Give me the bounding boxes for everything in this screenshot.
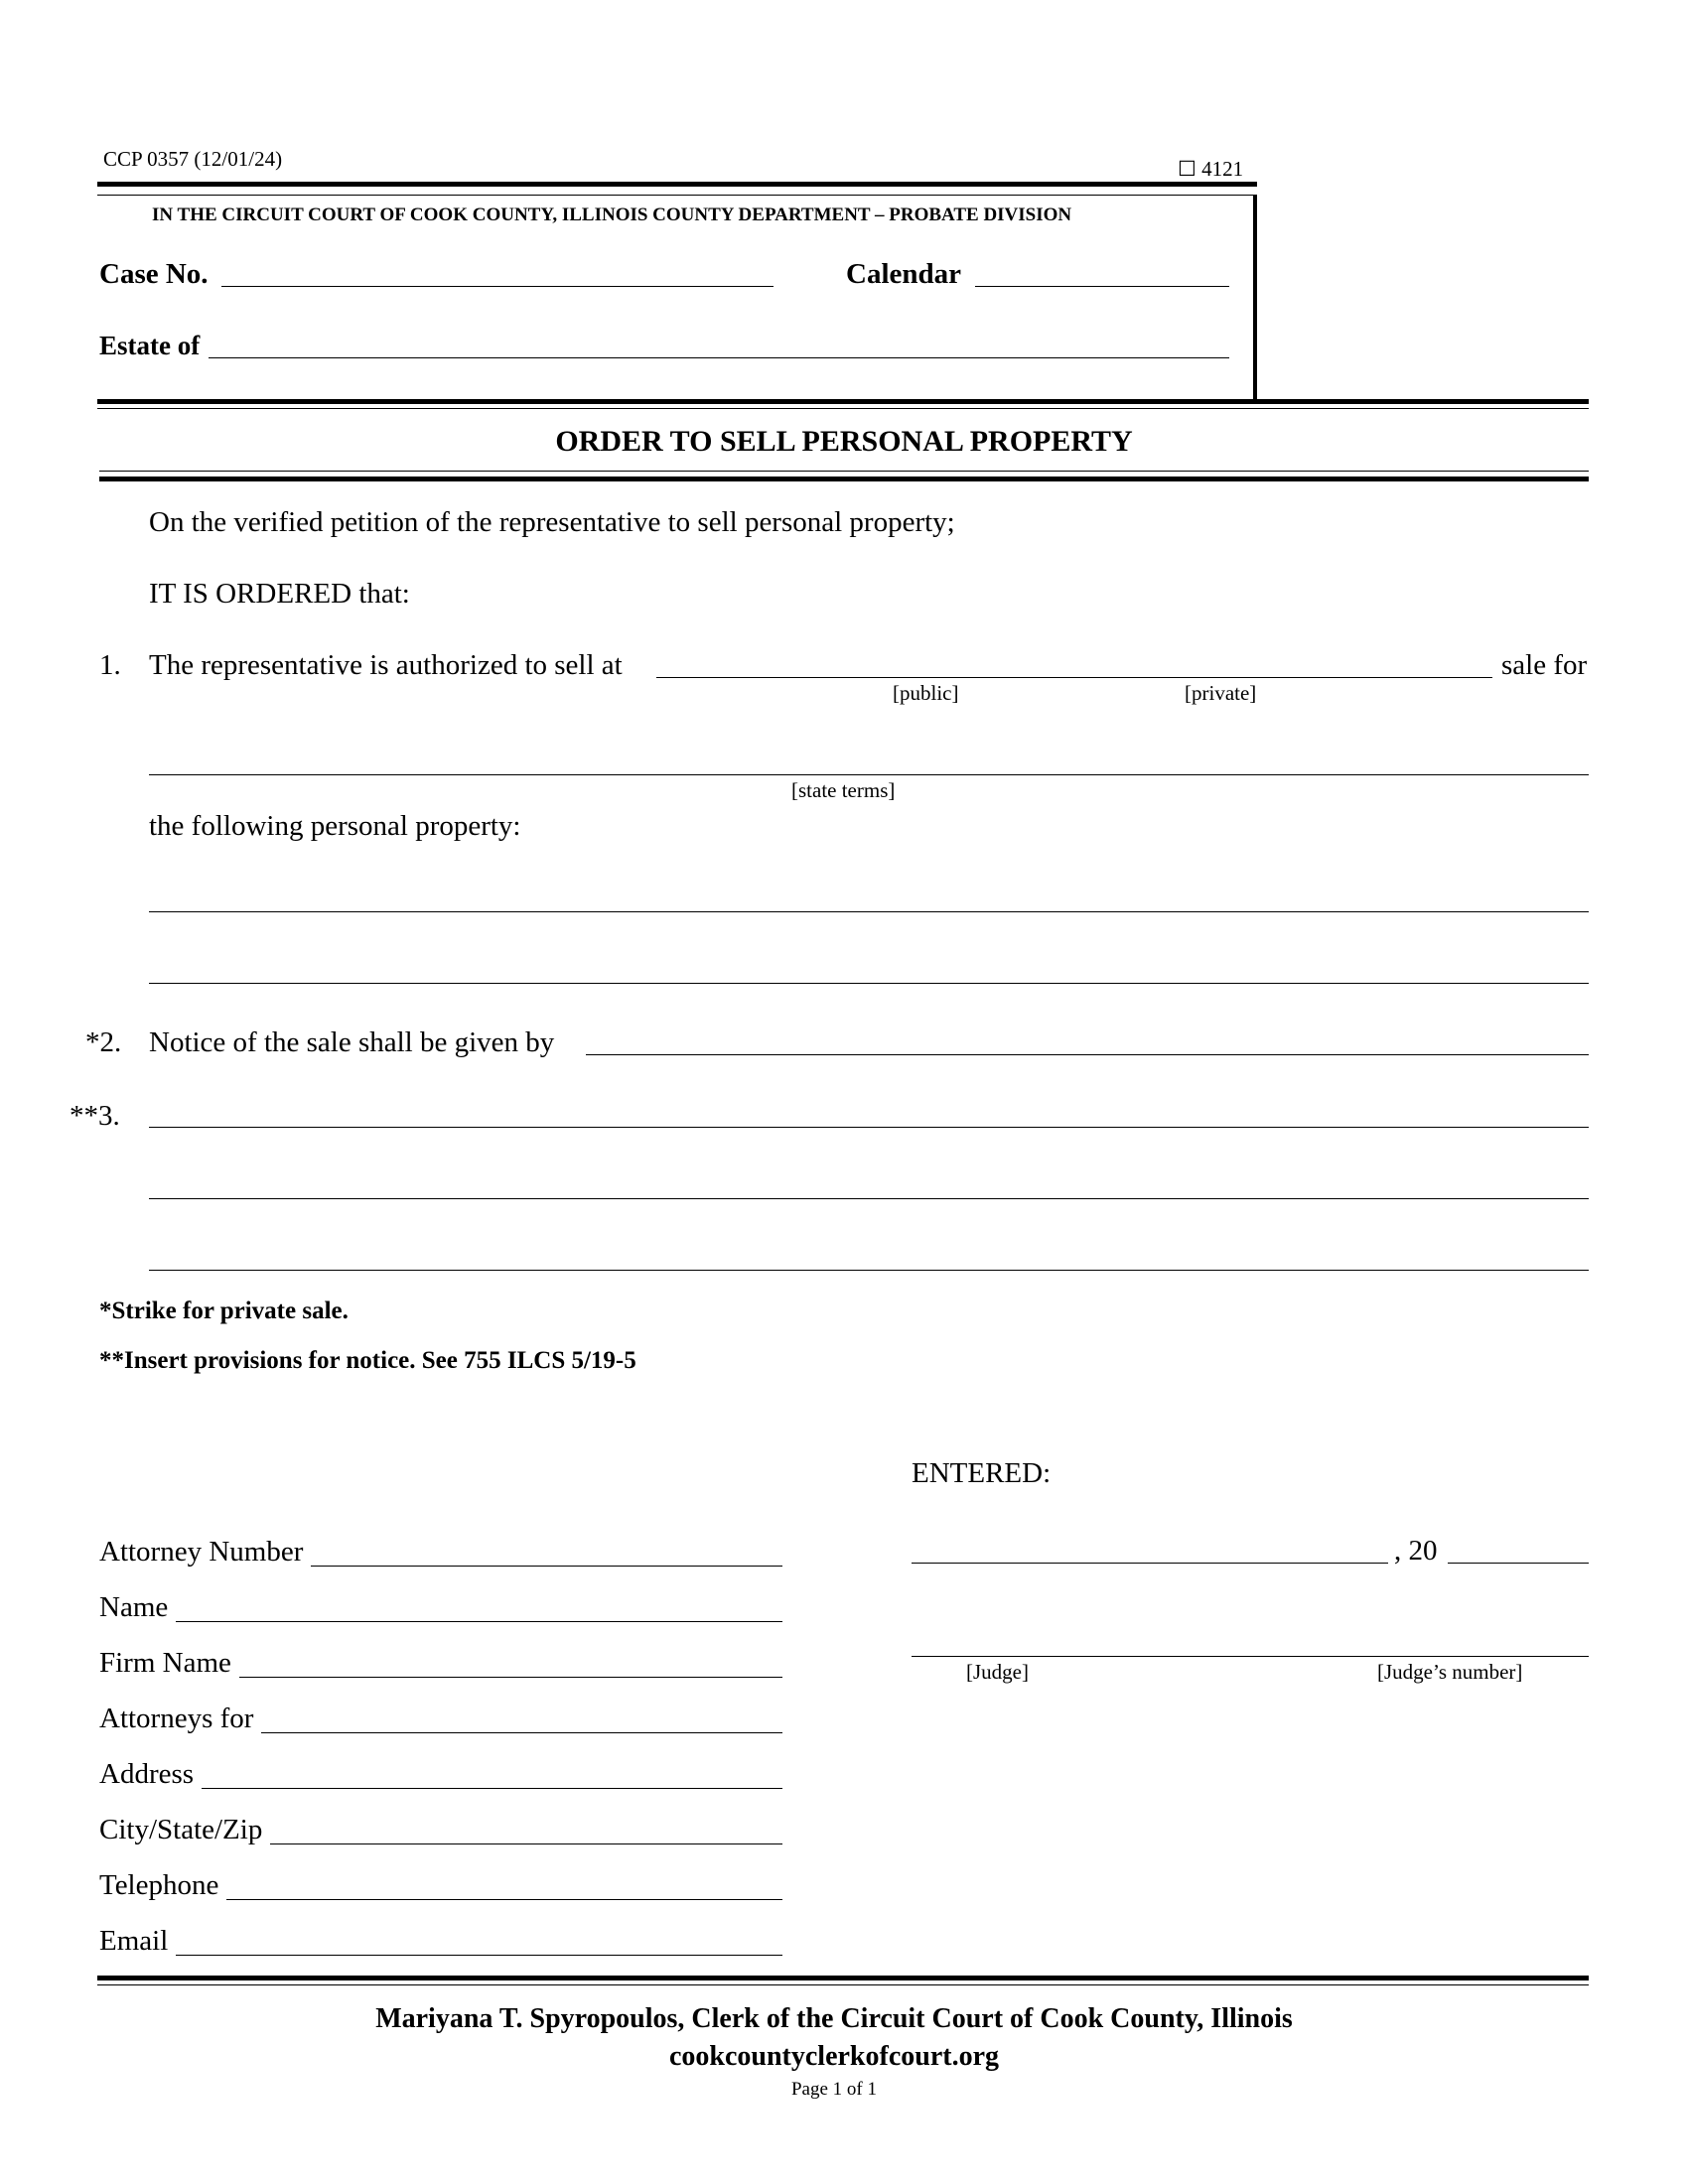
header-inner-rule <box>97 195 1253 196</box>
telephone-label: Telephone <box>99 1869 219 1901</box>
form-number-box <box>1178 159 1243 180</box>
case-no-label: Case No. <box>99 258 209 290</box>
title-top-rule-thin <box>97 408 1589 409</box>
title-bottom-rule <box>99 477 1589 481</box>
page-title: ORDER TO SELL PERSONAL PROPERTY <box>555 425 1133 458</box>
note-strike: *Strike for private sale. <box>99 1297 349 1324</box>
sale-type-field[interactable] <box>656 677 1492 678</box>
entered-label: ENTERED: <box>912 1457 1052 1489</box>
hint-public: [public] <box>893 681 959 705</box>
firm-name-row <box>99 1646 782 1678</box>
footer-top-rule-thin <box>97 1984 1589 1985</box>
name-row <box>99 1590 782 1622</box>
provision-line-2[interactable] <box>149 1198 1589 1199</box>
item-3-number: **3. <box>70 1100 120 1132</box>
calendar-label: Calendar <box>846 258 961 290</box>
city-state-zip-row <box>99 1813 782 1844</box>
year-prefix: , 20 <box>1394 1535 1438 1567</box>
title-bottom-rule-thin <box>99 471 1589 472</box>
address-label: Address <box>99 1758 195 1790</box>
court-title: IN THE CIRCUIT COURT OF COOK COUNTY, ILLINOIS COUNTY DEPARTMENT – PROBATE DIVISION <box>152 205 1072 225</box>
judge-signature-field[interactable] <box>912 1656 1589 1657</box>
estate-field[interactable] <box>209 357 1229 358</box>
property-line-2[interactable] <box>149 983 1589 984</box>
estate-label: Estate of <box>99 331 201 360</box>
item-2-number: *2. <box>85 1026 122 1058</box>
case-no-field[interactable] <box>221 286 774 287</box>
notice-method-field[interactable] <box>586 1054 1589 1055</box>
attorney-number-label: Attorney Number <box>99 1536 304 1568</box>
attorney-number-row <box>99 1535 782 1567</box>
title-top-rule <box>97 399 1589 404</box>
form-code: CCP 0357 (12/01/24) <box>103 147 283 171</box>
address-row <box>99 1757 782 1789</box>
header-box-right-edge <box>1253 195 1257 401</box>
hint-judge-number: [Judge’s number] <box>1377 1660 1523 1684</box>
ordered-text: IT IS ORDERED that: <box>149 578 410 610</box>
property-line-1[interactable] <box>149 911 1589 912</box>
firm-name-field[interactable] <box>239 1649 782 1678</box>
header-top-rule <box>97 182 1257 187</box>
attorney-number-field[interactable] <box>311 1538 782 1567</box>
telephone-field[interactable] <box>226 1871 782 1900</box>
sale-terms-field[interactable] <box>149 774 1589 775</box>
hint-private: [private] <box>1185 681 1257 705</box>
attorneys-for-field[interactable] <box>261 1705 782 1733</box>
hint-state-terms: [state terms] <box>791 778 896 802</box>
item-1-text: The representative is authorized to sell at <box>149 649 623 681</box>
address-field[interactable] <box>202 1760 782 1789</box>
provision-line-1[interactable] <box>149 1127 1589 1128</box>
item-1-number: 1. <box>99 649 121 681</box>
item-1-suffix: sale for <box>1501 649 1588 681</box>
calendar-field[interactable] <box>975 286 1229 287</box>
item-2-text: Notice of the sale shall be given by <box>149 1026 555 1058</box>
footer-top-rule <box>97 1976 1589 1980</box>
firm-name-label: Firm Name <box>99 1647 231 1679</box>
note-insert: **Insert provisions for notice. See 755 ILCS 5/19-5 <box>99 1347 636 1374</box>
page-number: Page 1 of 1 <box>790 2079 877 2100</box>
entered-date-field[interactable] <box>912 1563 1388 1564</box>
name-label: Name <box>99 1591 169 1623</box>
provision-line-3[interactable] <box>149 1270 1589 1271</box>
email-row <box>99 1924 782 1956</box>
name-field[interactable] <box>176 1593 782 1622</box>
attorneys-for-label: Attorneys for <box>99 1703 254 1734</box>
email-label: Email <box>99 1925 169 1957</box>
hint-judge: [Judge] <box>966 1660 1029 1684</box>
email-field[interactable] <box>176 1927 782 1956</box>
footer-clerk: Mariyana T. Spyropoulos, Clerk of the Circuit Court of Cook County, Illinois <box>375 2003 1293 2034</box>
attorneys-for-row <box>99 1702 782 1733</box>
intro-text: On the verified petition of the representative to sell personal property; <box>149 506 955 538</box>
form-number: 4121 <box>1201 157 1244 181</box>
footer-website[interactable]: cookcountyclerkofcourt.org <box>668 2041 1000 2072</box>
entered-year-field[interactable] <box>1448 1563 1589 1564</box>
checkbox-icon[interactable]: ☐ <box>1178 157 1196 181</box>
property-text: the following personal property: <box>149 810 521 842</box>
city-state-zip-label: City/State/Zip <box>99 1814 263 1845</box>
city-state-zip-field[interactable] <box>270 1816 782 1844</box>
telephone-row <box>99 1868 782 1900</box>
